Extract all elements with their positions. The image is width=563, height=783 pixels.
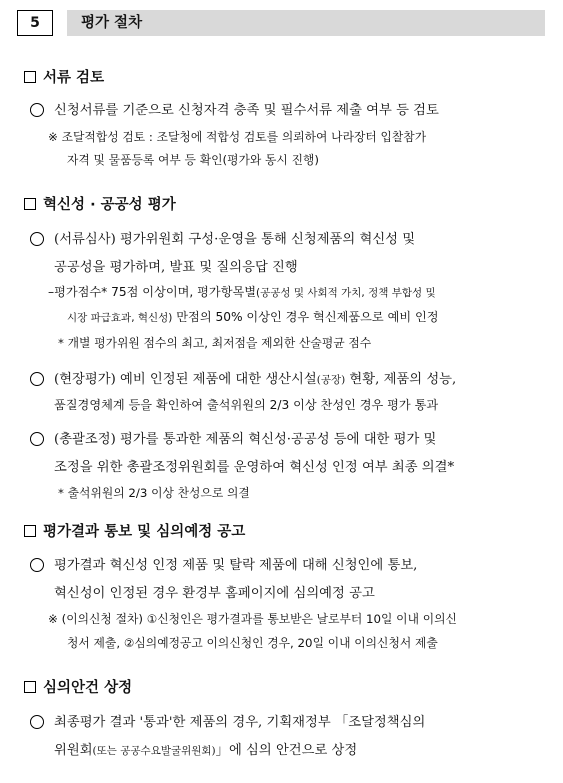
square-bullet-icon [24,198,36,210]
circle-bullet-icon [30,232,44,246]
review-note-line2: 자격 및 물품등록 여부 등 확인(평가와 동시 진행) [67,153,319,167]
circle-bullet-icon [30,103,44,117]
square-bullet-icon [24,525,36,537]
square-bullet-icon [24,681,36,693]
score-criteria-line1: –평가점수* 75점 이상이며, 평가항목별(공공성 및 사회적 가치, 정책 부합성 및 [48,285,436,299]
heading-agenda-submission: 심의안건 상정 [24,676,132,697]
score-footnote: * 개별 평가위원 점수의 최고, 최저점을 제외한 산술평균 점수 [58,336,372,350]
overall-adjustment-line2: 조정을 위한 총괄조정위원회를 운영하여 혁신성 인정 여부 최종 의결* [54,460,455,475]
agenda-submission-line1: 최종평가 결과 '통과'한 제품의 경우, 기획재정부 「조달정책심의 [54,715,426,730]
circle-bullet-icon [30,372,44,386]
overall-adjustment-footnote: * 출석위원의 2/3 이상 찬성으로 의결 [58,486,250,500]
heading-result-notice: 평가결과 통보 및 심의예정 공고 [24,520,245,541]
section-title: 평가 절차 [67,10,545,36]
circle-bullet-icon [30,715,44,729]
review-note-line1: ※ 조달적합성 검토 : 조달청에 적합성 검토를 의뢰하여 나라장터 입찰참가 [48,130,427,144]
section-header [17,10,547,40]
field-evaluation-line2: 품질경영체계 등을 확인하여 출석위원의 2/3 이상 찬성인 경우 평가 통과 [54,398,439,412]
heading-innovation-evaluation: 혁신성 · 공공성 평가 [24,193,176,214]
heading-document-review: 서류 검토 [24,66,104,87]
document-screening-line1: (서류심사) 평가위원회 구성·운영을 통해 신청제품의 혁신성 및 [54,232,416,247]
score-criteria-line2: 시장 파급효과, 혁신성) 만점의 50% 이상인 경우 혁신제품으로 예비 인정 [67,310,439,324]
square-bullet-icon [24,71,36,83]
circle-bullet-icon [30,558,44,572]
review-bullet-text: 신청서류를 기준으로 신청자격 충족 및 필수서류 제출 여부 등 검토 [54,103,439,118]
agenda-submission-line2: 위원회(또는 공공수요발굴위원회)」에 심의 안건으로 상정 [54,743,358,758]
section-number: 5 [17,10,53,36]
objection-note-line1: ※ (이의신청 절차) ①신청인은 평가결과를 통보받은 날로부터 10일 이내 이의신 [48,612,457,626]
objection-note-line2: 청서 제출, ②심의예정공고 이의신청인 경우, 20일 이내 이의신청서 제출 [67,636,438,650]
field-evaluation-line1: (현장평가) 예비 인정된 제품에 대한 생산시설(공장) 현황, 제품의 성능, [54,372,457,387]
document-screening-line2: 공공성을 평가하며, 발표 및 질의응답 진행 [54,260,298,275]
circle-bullet-icon [30,432,44,446]
result-notice-line1: 평가결과 혁신성 인정 제품 및 탈락 제품에 대해 신청인에 통보, [54,558,418,573]
overall-adjustment-line1: (총괄조정) 평가를 통과한 제품의 혁신성·공공성 등에 대한 평가 및 [54,432,437,447]
result-notice-line2: 혁신성이 인정된 경우 환경부 홈페이지에 심의예정 공고 [54,586,375,601]
